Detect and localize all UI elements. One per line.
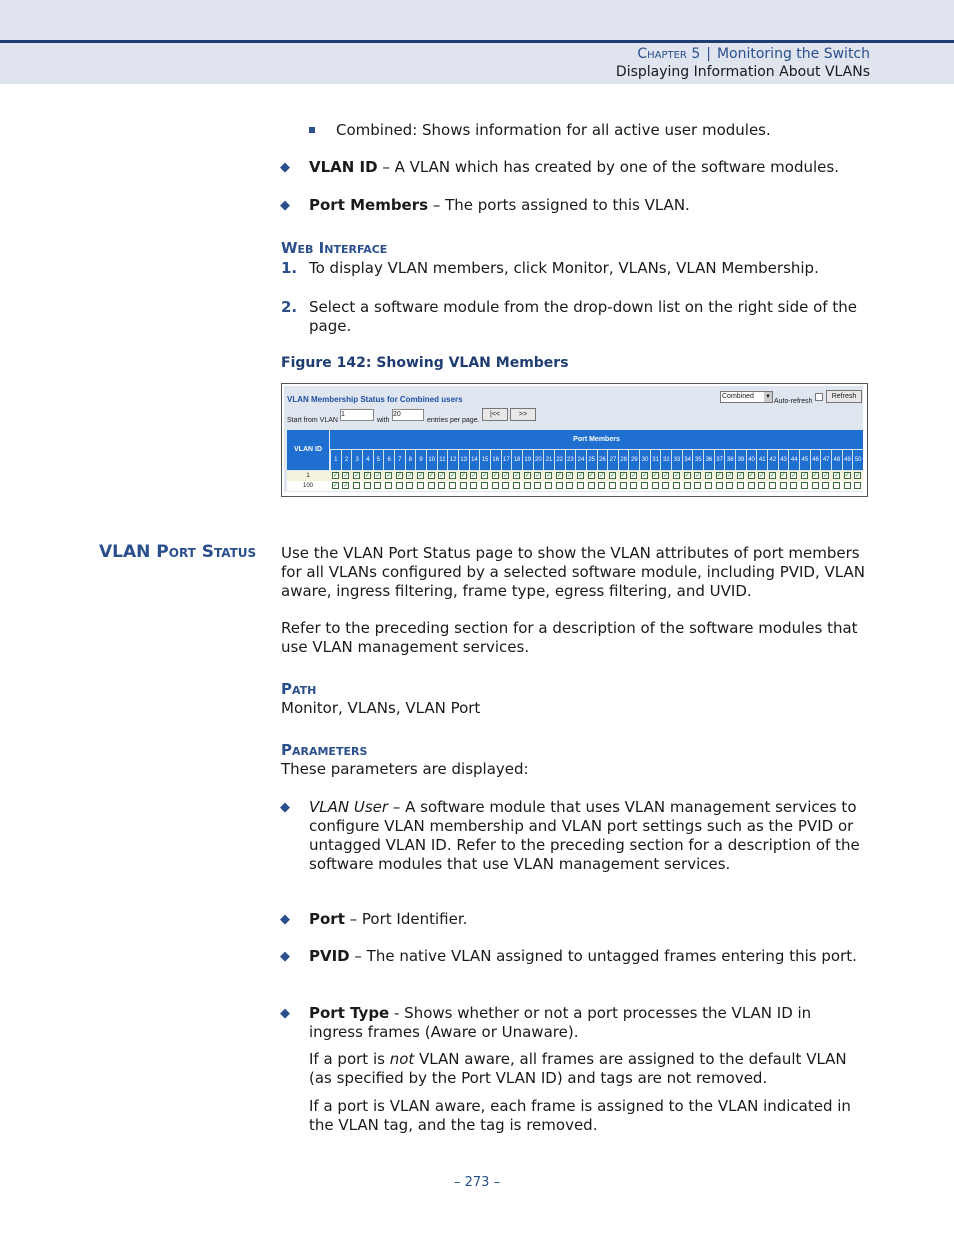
member-unchecked-icon <box>769 482 776 489</box>
start-vlan-label: Start from VLAN <box>287 417 338 424</box>
member-unchecked-icon <box>428 482 435 489</box>
member-checked-icon: ✓ <box>375 473 381 479</box>
port-number-header: 41 <box>756 450 767 470</box>
bullet-port-members <box>281 196 869 215</box>
port-number-header: 29 <box>628 450 639 470</box>
port-number-header: 25 <box>586 450 597 470</box>
member-unchecked-icon <box>492 482 499 489</box>
member-unchecked-icon <box>748 482 755 489</box>
first-page-button[interactable]: |<< <box>482 408 508 421</box>
bullet-combined <box>309 121 896 140</box>
member-checked-icon: ✓ <box>748 473 754 479</box>
table-row <box>287 471 863 481</box>
port-number-header: 34 <box>682 450 693 470</box>
path-heading: Path <box>281 680 317 698</box>
member-checked-icon: ✓ <box>354 473 360 479</box>
step-number: 1. <box>281 259 298 277</box>
port-number-header: 1 <box>330 450 341 470</box>
screenshot-title: VLAN Membership Status for Combined users <box>287 395 463 404</box>
member-checked-icon: ✓ <box>588 473 594 479</box>
member-unchecked-icon <box>396 482 403 489</box>
member-checked-icon: ✓ <box>556 473 562 479</box>
member-unchecked-icon <box>566 482 573 489</box>
member-unchecked-icon <box>364 482 371 489</box>
port-number-header: 2 <box>341 450 352 470</box>
figure-caption: Figure 142: Showing VLAN Members <box>281 355 569 371</box>
vlan-id-cell: 1 <box>306 473 310 479</box>
member-checked-icon: ✓ <box>535 473 541 479</box>
port-number-row <box>330 450 863 470</box>
step-text: Select a software module from the drop-down list on the right side of the page. <box>309 298 857 335</box>
member-checked-icon: ✓ <box>620 473 626 479</box>
port-number-header: 22 <box>554 450 565 470</box>
path-text: Monitor, VLANs, VLAN Port <box>281 699 481 717</box>
member-unchecked-icon <box>374 482 381 489</box>
member-checked-icon: ✓ <box>492 473 498 479</box>
entries-input[interactable]: 20 <box>392 409 424 421</box>
member-unchecked-icon <box>673 482 680 489</box>
member-checked-icon: ✓ <box>524 473 530 479</box>
term: Port Type <box>309 1004 390 1022</box>
member-checked-icon: ✓ <box>652 473 658 479</box>
port-number-header: 9 <box>415 450 426 470</box>
member-checked-icon: ✓ <box>567 473 573 479</box>
term: Port Members <box>309 196 429 214</box>
port-number-header: 4 <box>362 450 373 470</box>
port-number-header: 26 <box>597 450 608 470</box>
square-bullet-icon <box>309 127 315 133</box>
member-unchecked-icon <box>502 482 509 489</box>
text: If a port is <box>309 1050 390 1068</box>
vlan-id-cell: 100 <box>302 483 313 489</box>
member-checked-icon: ✓ <box>705 473 711 479</box>
port-number-header: 49 <box>842 450 853 470</box>
member-checked-icon: ✓ <box>609 473 616 479</box>
parameters-heading: Parameters <box>281 741 368 759</box>
select-value: Combined <box>722 393 754 400</box>
member-checked-icon: ✓ <box>780 473 786 479</box>
member-checked-icon: ✓ <box>471 473 477 479</box>
step-2 <box>281 298 871 336</box>
running-header-section: Displaying Information About VLANs <box>615 64 870 80</box>
member-unchecked-icon <box>758 482 765 489</box>
port-number-header: 7 <box>394 450 405 470</box>
col-port-members: Port Members <box>330 430 863 449</box>
member-unchecked-icon <box>481 482 488 489</box>
member-checked-icon: ✓ <box>737 473 743 479</box>
member-unchecked-icon <box>844 482 851 489</box>
port-number-header: 14 <box>469 450 480 470</box>
member-checked-icon: ✓ <box>716 473 722 479</box>
member-unchecked-icon <box>470 482 477 489</box>
term: PVID <box>309 947 350 965</box>
port-number-header: 20 <box>533 450 544 470</box>
member-checked-icon: ✓ <box>673 473 679 479</box>
next-page-button[interactable]: >> <box>510 408 536 421</box>
port-number-header: 45 <box>799 450 810 470</box>
member-checked-icon: ✓ <box>631 473 637 479</box>
member-checked-icon: ✓ <box>514 473 520 479</box>
member-unchecked-icon <box>406 482 413 489</box>
port-number-header: 5 <box>373 450 384 470</box>
running-header-chapter <box>637 45 870 64</box>
member-unchecked-icon <box>385 482 392 489</box>
member-checked-icon: ✓ <box>343 473 349 479</box>
member-unchecked-icon <box>833 482 840 489</box>
port-number-header: 16 <box>490 450 501 470</box>
header-rule <box>0 40 954 43</box>
port-number-header: 6 <box>383 450 394 470</box>
member-checked-icon: ✓ <box>450 473 456 479</box>
member-checked-icon: ✓ <box>332 473 338 479</box>
port-number-header: 23 <box>565 450 576 470</box>
start-vlan-input[interactable]: 1 <box>340 409 374 421</box>
member-checked-icon: ✓ <box>386 473 392 479</box>
per-page-label: entries per page. <box>427 417 480 424</box>
port-number-header: 24 <box>575 450 586 470</box>
port-number-header: 46 <box>810 450 821 470</box>
member-checked-icon: ✓ <box>578 473 584 479</box>
member-unchecked-icon <box>684 482 691 489</box>
port-number-header: 12 <box>447 450 458 470</box>
port-number-header: 35 <box>692 450 703 470</box>
member-checked-icon: ✓ <box>503 473 509 479</box>
bullet-vlan-id <box>281 158 869 177</box>
term: Port <box>309 910 345 928</box>
member-checked-icon: ✓ <box>844 473 850 479</box>
member-checked-icon: ✓ <box>343 483 349 489</box>
member-unchecked-icon <box>438 482 445 489</box>
desc: – Port Identifier. <box>344 910 468 928</box>
member-unchecked-icon <box>822 482 829 489</box>
port-number-header: 17 <box>501 450 512 470</box>
member-unchecked-icon <box>737 482 744 489</box>
port-number-header: 48 <box>831 450 842 470</box>
port-number-header: 33 <box>671 450 682 470</box>
member-checked-icon: ✓ <box>546 473 552 479</box>
member-checked-icon: ✓ <box>407 473 413 479</box>
col-vlan-id: VLAN ID <box>287 430 329 470</box>
port-type-aware: If a port is VLAN aware, each frame is assigned to the VLAN indicated in the VLAN tag, and the tag is removed. <box>309 1097 851 1134</box>
member-checked-icon: ✓ <box>663 473 669 479</box>
port-number-header: 11 <box>437 450 448 470</box>
member-checked-icon: ✓ <box>482 473 488 479</box>
header-separator: | <box>706 46 711 62</box>
port-number-header: 13 <box>458 450 469 470</box>
port-number-header: 19 <box>522 450 533 470</box>
member-unchecked-icon <box>652 482 659 489</box>
member-checked-icon: ✓ <box>759 473 765 479</box>
member-checked-icon: ✓ <box>364 473 370 479</box>
diamond-bullet-icon: ◆ <box>280 912 290 927</box>
member-unchecked-icon <box>534 482 541 489</box>
page-number: – 273 – <box>453 1175 501 1190</box>
member-unchecked-icon <box>716 482 723 489</box>
port-number-header: 38 <box>724 450 735 470</box>
refresh-button[interactable]: Refresh <box>826 390 862 403</box>
member-unchecked-icon <box>588 482 595 489</box>
term: VLAN User <box>309 798 389 816</box>
port-number-header: 37 <box>714 450 725 470</box>
web-interface-heading: Web Interface <box>281 239 388 257</box>
diamond-bullet-icon: ◆ <box>280 1006 290 1021</box>
port-number-header: 39 <box>735 450 746 470</box>
member-checked-icon: ✓ <box>769 473 775 479</box>
member-unchecked-icon <box>801 482 808 489</box>
chevron-down-icon: ▼ <box>765 394 771 400</box>
member-checked-icon: ✓ <box>396 473 402 479</box>
port-number-header: 42 <box>767 450 778 470</box>
port-number-header: 50 <box>852 450 863 470</box>
port-number-header: 43 <box>778 450 789 470</box>
port-number-header: 18 <box>511 450 522 470</box>
text: VLAN aware, all frames are assigned to the default VLAN (as specified by the Port VLAN ID) and tags are not removed. <box>309 1050 847 1087</box>
emphasis: not <box>389 1050 415 1068</box>
member-unchecked-icon <box>353 482 360 489</box>
term: VLAN ID <box>309 158 378 176</box>
parameters-intro: These parameters are displayed: <box>281 760 529 778</box>
param-vlan-user <box>281 798 869 874</box>
member-checked-icon: ✓ <box>418 473 424 479</box>
member-checked-icon: ✓ <box>460 473 466 479</box>
vlan-membership-screenshot <box>281 383 868 497</box>
port-number-header: 8 <box>405 450 416 470</box>
chapter-label: Chapter 5 <box>637 46 701 62</box>
auto-refresh-checkbox[interactable] <box>815 393 823 401</box>
bullet-text: Combined: Shows information for all active user modules. <box>336 121 771 139</box>
member-unchecked-icon <box>705 482 712 489</box>
port-number-header: 47 <box>820 450 831 470</box>
member-checked-icon: ✓ <box>801 473 807 479</box>
diamond-bullet-icon: ◆ <box>280 198 290 213</box>
member-checked-icon: ✓ <box>695 473 701 479</box>
section-refer: Refer to the preceding section for a description of the software modules that use VLAN management services. <box>281 619 858 656</box>
member-unchecked-icon <box>630 482 637 489</box>
desc: – A software module that uses VLAN management services to configure VLAN membership and VLAN port settings such as the PVID or untagged VLAN ID. Refer to the preceding section for a description of the software modules that use VLAN management services. <box>309 798 860 873</box>
desc: – The ports assigned to this VLAN. <box>428 196 690 214</box>
member-unchecked-icon <box>545 482 552 489</box>
table-row <box>287 481 863 491</box>
desc: – A VLAN which has created by one of the software modules. <box>377 158 839 176</box>
port-number-header: 15 <box>479 450 490 470</box>
member-checked-icon: ✓ <box>855 473 861 479</box>
member-unchecked-icon <box>620 482 627 489</box>
diamond-bullet-icon: ◆ <box>280 949 290 964</box>
member-unchecked-icon <box>790 482 797 489</box>
member-unchecked-icon <box>577 482 584 489</box>
port-number-header: 27 <box>607 450 618 470</box>
member-checked-icon: ✓ <box>823 473 829 479</box>
port-number-header: 44 <box>788 450 799 470</box>
member-checked-icon: ✓ <box>428 473 434 479</box>
user-select[interactable] <box>720 391 773 403</box>
member-unchecked-icon <box>417 482 424 489</box>
member-unchecked-icon <box>460 482 467 489</box>
port-number-header: 10 <box>426 450 437 470</box>
member-checked-icon: ✓ <box>791 473 797 479</box>
member-checked-icon: ✓ <box>833 473 839 479</box>
diamond-bullet-icon: ◆ <box>280 160 290 175</box>
section-intro: Use the VLAN Port Status page to show the VLAN attributes of port members for all VLANs configured by a selected software module, including PVID, VLAN aware, ingress filtering, frame type, egress filtering, and UVID. <box>281 544 865 600</box>
member-unchecked-icon <box>449 482 456 489</box>
member-unchecked-icon <box>780 482 787 489</box>
member-checked-icon: ✓ <box>812 473 818 479</box>
diamond-bullet-icon: ◆ <box>280 800 290 815</box>
with-label: with <box>377 417 390 424</box>
member-unchecked-icon <box>513 482 520 489</box>
section-title: VLAN Port Status <box>99 542 257 562</box>
member-unchecked-icon <box>812 482 819 489</box>
member-checked-icon: ✓ <box>727 473 733 479</box>
member-unchecked-icon <box>524 482 531 489</box>
member-unchecked-icon <box>556 482 563 489</box>
desc: – The native VLAN assigned to untagged frames entering this port. <box>349 947 857 965</box>
member-checked-icon: ✓ <box>641 473 647 479</box>
member-unchecked-icon <box>694 482 701 489</box>
port-number-header: 32 <box>660 450 671 470</box>
port-number-header: 40 <box>746 450 757 470</box>
member-unchecked-icon <box>662 482 669 489</box>
port-number-header: 21 <box>543 450 554 470</box>
desc: - Shows whether or not a port processes the VLAN ID in ingress frames (Aware or Unaware). <box>309 1004 812 1041</box>
param-pvid <box>281 947 869 966</box>
member-unchecked-icon <box>726 482 733 489</box>
param-port-type <box>281 1004 869 1042</box>
member-checked-icon: ✓ <box>439 473 445 479</box>
port-number-header: 36 <box>703 450 714 470</box>
member-unchecked-icon <box>609 482 616 489</box>
port-type-not-aware <box>309 1050 869 1088</box>
member-checked-icon: ✓ <box>332 483 338 489</box>
member-checked-icon: ✓ <box>599 473 605 479</box>
chapter-title: Monitoring the Switch <box>716 46 870 62</box>
param-port <box>281 910 869 929</box>
step-1 <box>281 259 871 278</box>
member-unchecked-icon <box>854 482 861 489</box>
port-number-header: 30 <box>639 450 650 470</box>
membership-table <box>287 430 863 490</box>
member-unchecked-icon <box>598 482 605 489</box>
step-number: 2. <box>281 298 298 316</box>
member-unchecked-icon <box>641 482 648 489</box>
port-number-header: 31 <box>650 450 661 470</box>
screenshot-panel <box>284 386 863 492</box>
port-number-header: 3 <box>351 450 362 470</box>
auto-refresh-label: Auto-refresh <box>774 398 813 405</box>
step-text: To display VLAN members, click Monitor, VLANs, VLAN Membership. <box>309 259 819 277</box>
member-checked-icon: ✓ <box>684 473 690 479</box>
port-number-header: 28 <box>618 450 629 470</box>
